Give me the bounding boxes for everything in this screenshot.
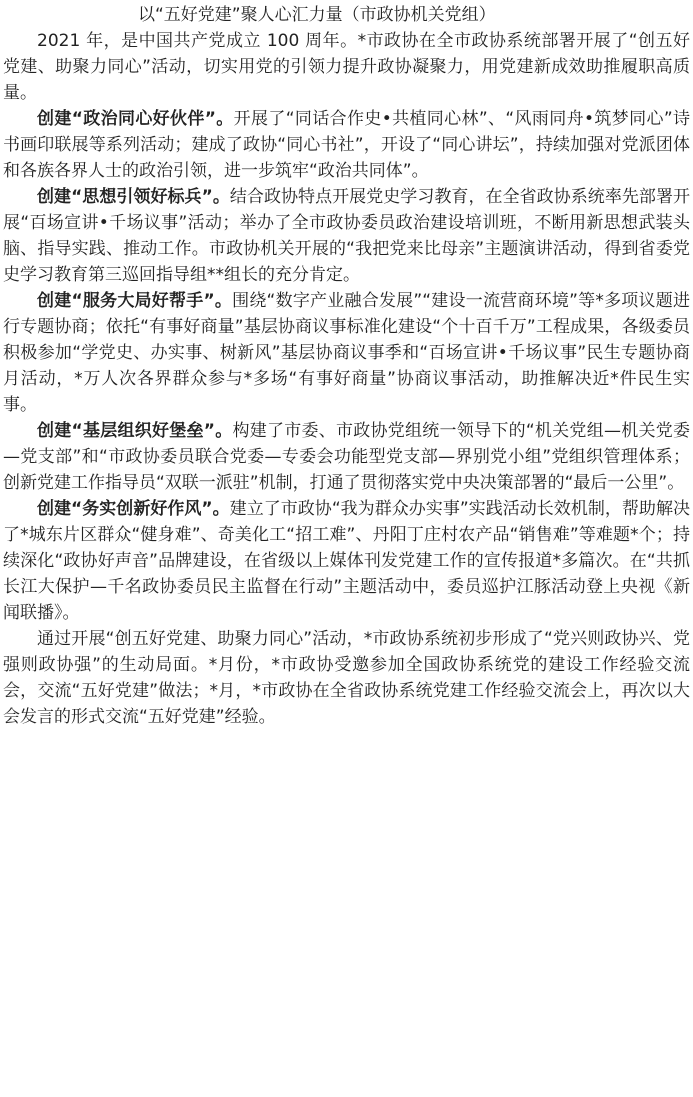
paragraph-heading: 创建“基层组织好堡垒”。 xyxy=(37,421,233,441)
document-title: 以“五好党建”聚人心汇力量（市政协机关党组） xyxy=(138,5,496,25)
paragraph-workstyle xyxy=(3,496,690,626)
paragraph-intro xyxy=(3,28,690,106)
paragraph-heading: 创建“务实创新好作风”。 xyxy=(37,499,230,519)
paragraph-political xyxy=(3,106,690,184)
paragraph-ideological xyxy=(3,184,690,288)
paragraph-text: 建立了市政协“我为群众办实事”实践活动长效机制，帮助解决了*城东片区群众“健身难”、奇美化工“招工难”、丹阳丁庄村农产品“销售难”等难题*个；持续深化“政协好声音”品牌建设，在省级以上媒体刊发党建工作的宣传报道*多篇次。在“共抓长江大保护—千名政协委员民主监督在行动”主题活动中，委员巡护江豚活动登上央视《新闻联播》。 xyxy=(3,499,690,623)
paragraph-text: 围绕“数字产业融合发展”“建设一流营商环境”等*多项议题进行专题协商；依托“有事好商量”基层协商议事标准化建设“个十百千万”工程成果，各级委员积极参加“学党史、办实事、树新风”基层协商议事季和“百场宣讲•千场议事”民生专题协商月活动，*万人次各界群众参与*多场“有事好商量”协商议事活动，助推解决近*件民生实事。 xyxy=(3,291,690,415)
paragraph-conclusion xyxy=(3,626,690,730)
paragraph-heading: 创建“政治同心好伙伴”。 xyxy=(37,109,234,129)
paragraph-text: 开展了“同话合作史•共植同心林”、“风雨同舟•筑梦同心”诗书画印联展等系列活动；建成了政协“同心书社”，开设了“同心讲坛”，持续加强对党派团体和各族各界人士的政治引领，进一步筑牢“政治共同体”。 xyxy=(3,109,690,181)
paragraph-text: 2021 年，是中国共产党成立 100 周年。*市政协在全市政协系统部署开展了“创五好党建、助聚力同心”活动，切实用党的引领力提升政协凝聚力，用党建新成效助推履职高质量。 xyxy=(3,31,690,103)
paragraph-text: 结合政协特点开展党史学习教育，在全省政协系统率先部署开展“百场宣讲•千场议事”活动；举办了全市政协委员政治建设培训班，不断用新思想武装头脑、指导实践、推动工作。市政协机关开展的“我把党来比母亲”主题演讲活动，得到省委党史学习教育第三巡回指导组**组长的充分肯定。 xyxy=(3,187,690,285)
paragraph-heading: 创建“服务大局好帮手”。 xyxy=(37,291,233,311)
paragraph-organization xyxy=(3,418,690,496)
paragraph-text: 构建了市委、市政协党组统一领导下的“机关党组—机关党委—党支部”和“市政协委员联合党委—专委会功能型党支部—界别党小组”党组织管理体系；创新党建工作指导员“双联一派驻”机制，打通了贯彻落实党中央决策部署的“最后一公里”。 xyxy=(3,421,690,493)
paragraph-text: 通过开展“创五好党建、助聚力同心”活动，*市政协系统初步形成了“党兴则政协兴、党强则政协强”的生动局面。*月份，*市政协受邀参加全国政协系统党的建设工作经验交流会，交流“五好党建”做法；*月，*市政协在全省政协系统党建工作经验交流会上，再次以大会发言的形式交流“五好党建”经验。 xyxy=(3,629,690,727)
paragraph-service xyxy=(3,288,690,418)
paragraph-heading: 创建“思想引领好标兵”。 xyxy=(37,187,230,207)
